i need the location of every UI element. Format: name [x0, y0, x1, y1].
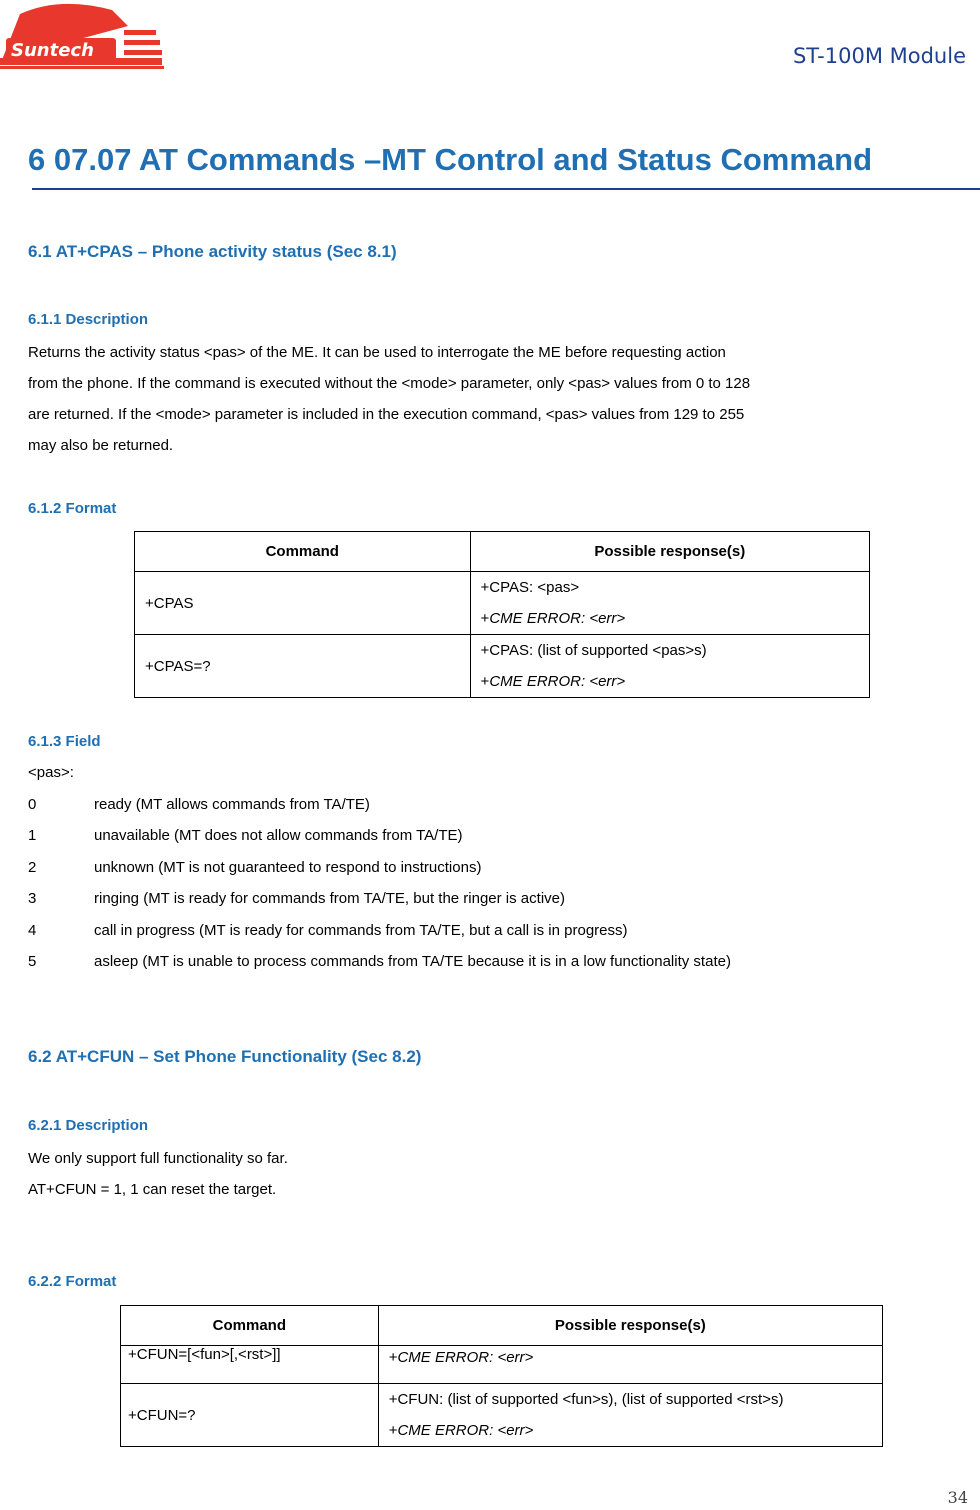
command-cell: +CFUN=?: [121, 1384, 379, 1447]
table-row: [121, 1346, 883, 1384]
section-6-1-title: 6.1 AT+CPAS – Phone activity status (Sec 8.1): [28, 242, 397, 261]
description-line: from the phone. If the command is executed without the <mode> parameter, only <pas> values from 0 to 128: [28, 375, 751, 392]
response-error-line: +CME ERROR: <err>: [388, 1422, 534, 1439]
section-6-1-1-heading: 6.1.1 Description: [28, 311, 149, 328]
column-header-response: Possible response(s): [470, 532, 869, 572]
response-line: +CPAS: (list of supported <pas>s): [480, 642, 707, 659]
section-6-2-1-heading: 6.2.1 Description: [28, 1117, 149, 1134]
response-error-line: +CME ERROR: <err>: [388, 1349, 534, 1366]
table-header-row: [121, 1306, 883, 1346]
title-divider: [32, 188, 980, 190]
description-line: are returned. If the <mode> parameter is included in the execution command, <pas> values from 129 to 255: [28, 406, 745, 423]
command-cell: +CPAS: [135, 572, 471, 635]
section-6-1-1-description: [28, 337, 750, 461]
section-6-2-title: 6.2 AT+CFUN – Set Phone Functionality (Sec 8.2): [28, 1047, 422, 1066]
page-number: 34: [947, 1488, 968, 1507]
module-label: ST-100M Module: [792, 44, 966, 68]
response-line: +CFUN: (list of supported <fun>s), (list of supported <rst>s): [388, 1391, 784, 1408]
response-cell: [378, 1384, 882, 1447]
cfun-format-table: [120, 1305, 883, 1447]
command-cell: +CFUN=[<fun>[,<rst>]]: [121, 1346, 379, 1384]
response-cell: [470, 572, 869, 635]
table-row: [135, 572, 870, 635]
response-error-line: +CME ERROR: <err>: [480, 610, 626, 627]
section-6-1-2-heading: 6.1.2 Format: [28, 500, 117, 517]
description-line: Returns the activity status <pas> of the ME. It can be used to interrogate the ME before requesting action: [28, 344, 726, 361]
chapter-title: 6 07.07 AT Commands –MT Control and Status Command: [28, 142, 873, 177]
description-line: may also be returned.: [28, 437, 174, 454]
table-row: [121, 1384, 883, 1447]
cpas-format-table: [134, 531, 870, 698]
suntech-logo: [0, 0, 165, 70]
section-6-1-3-heading: 6.1.3 Field: [28, 733, 101, 750]
section-6-2-1-description: [28, 1143, 288, 1205]
command-cell: +CPAS=?: [135, 635, 471, 698]
response-error-line: +CME ERROR: <err>: [480, 673, 626, 690]
response-line: +CPAS: <pas>: [480, 579, 580, 596]
response-cell: [378, 1346, 882, 1384]
column-header-command: Command: [121, 1306, 379, 1346]
section-6-2-2-heading: 6.2.2 Format: [28, 1273, 117, 1290]
column-header-command: Command: [135, 532, 471, 572]
description-line: AT+CFUN = 1, 1 can reset the target.: [28, 1181, 277, 1198]
table-header-row: [135, 532, 870, 572]
table-row: [135, 635, 870, 698]
description-line: We only support full functionality so far.: [28, 1150, 288, 1167]
response-cell: [470, 635, 869, 698]
column-header-response: Possible response(s): [378, 1306, 882, 1346]
logo-wordmark: Suntech: [11, 40, 94, 61]
